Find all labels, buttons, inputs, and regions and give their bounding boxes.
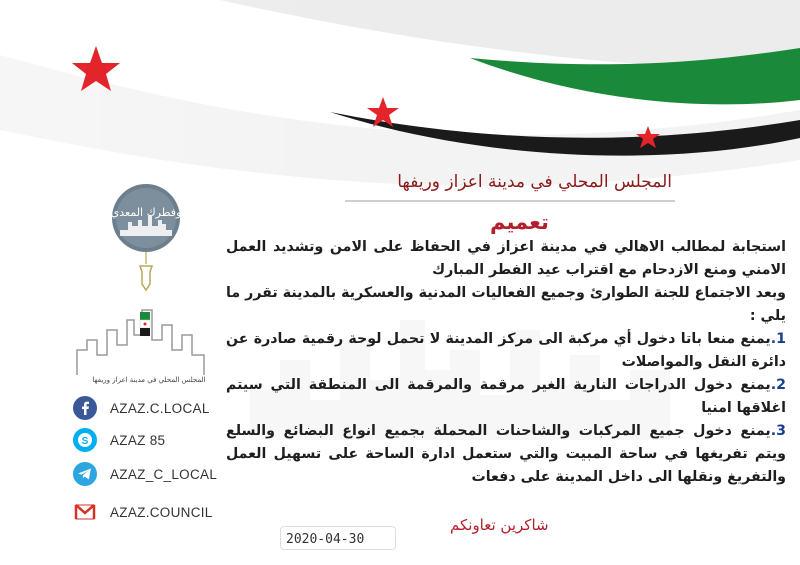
item-text: يمنع دخول الدراجات النارية الغير مرقمة والمرقمة الى المنطقة التي سيتم اغلاقها امنيا [226,377,786,416]
contact-handle: AZAZ_C_LOCAL [110,466,218,482]
item-number: 2. [770,377,786,393]
svg-text:S: S [81,436,89,447]
skype-icon [72,427,98,453]
contact-handle: AZAZ.COUNCIL [110,504,213,520]
notice-date: 2020-04-30 [286,532,365,547]
eid-logo-text: وفطرك المعدي [110,206,182,219]
contact-handle: AZAZ.C.LOCAL [110,400,210,416]
telegram-icon [72,461,98,487]
facebook-icon [72,395,98,421]
notice-heading: تعميم [490,210,549,234]
contact-handle: AZAZ 85 [110,432,166,448]
contact-telegram[interactable] [72,459,272,489]
council-logo-caption: المجلس المحلي في مدينة اعزاز وريفها [92,376,206,384]
notice-body [226,236,786,489]
eid-logo [104,180,188,300]
notice-intro: استجابة لمطالب الاهالي في مدينة اعزاز في الحفاظ على الامن وتشديد العمل الامني ومنع الازدحام مع اقتراب عيد الفطر المبارك [226,239,786,278]
lantern-icon [140,266,152,290]
gmail-icon [72,499,98,525]
notice-item [226,374,786,420]
contact-gmail[interactable] [72,497,272,527]
closing-thanks: شاكرين تعاونكم [450,516,549,534]
notice-item [226,420,786,489]
item-text: يمنع منعا باتا دخول أي مركبة الى مركز المدينة لا تحمل لوحة رقمية صادرة عن دائرة النقل والمواصلات [226,331,786,370]
title-divider [345,200,675,202]
contact-facebook[interactable] [72,393,272,423]
notice-meeting: وبعد الاجتماع للجنة الطوارئ وجميع الفعاليات المدنية والعسكرية بالمدينة تقرر ما يلي : [226,285,786,324]
notice-item [226,328,786,374]
council-logo [72,300,212,380]
contact-skype[interactable] [72,425,272,455]
council-title: المجلس المحلي في مدينة اعزاز وريفها [397,172,672,192]
item-number: 1. [770,331,786,347]
item-number: 3. [770,423,786,439]
item-text: يمنع دخول جميع المركبات والشاحنات المحملة بجميع انواع البضائع والسلع ويتم تفريغها في ساحة المبيت والتي ستعمل ادارة الساحة على تسهيل العمل والتفريغ ونقلها الى داخل المدينة على دفعات [226,423,786,485]
